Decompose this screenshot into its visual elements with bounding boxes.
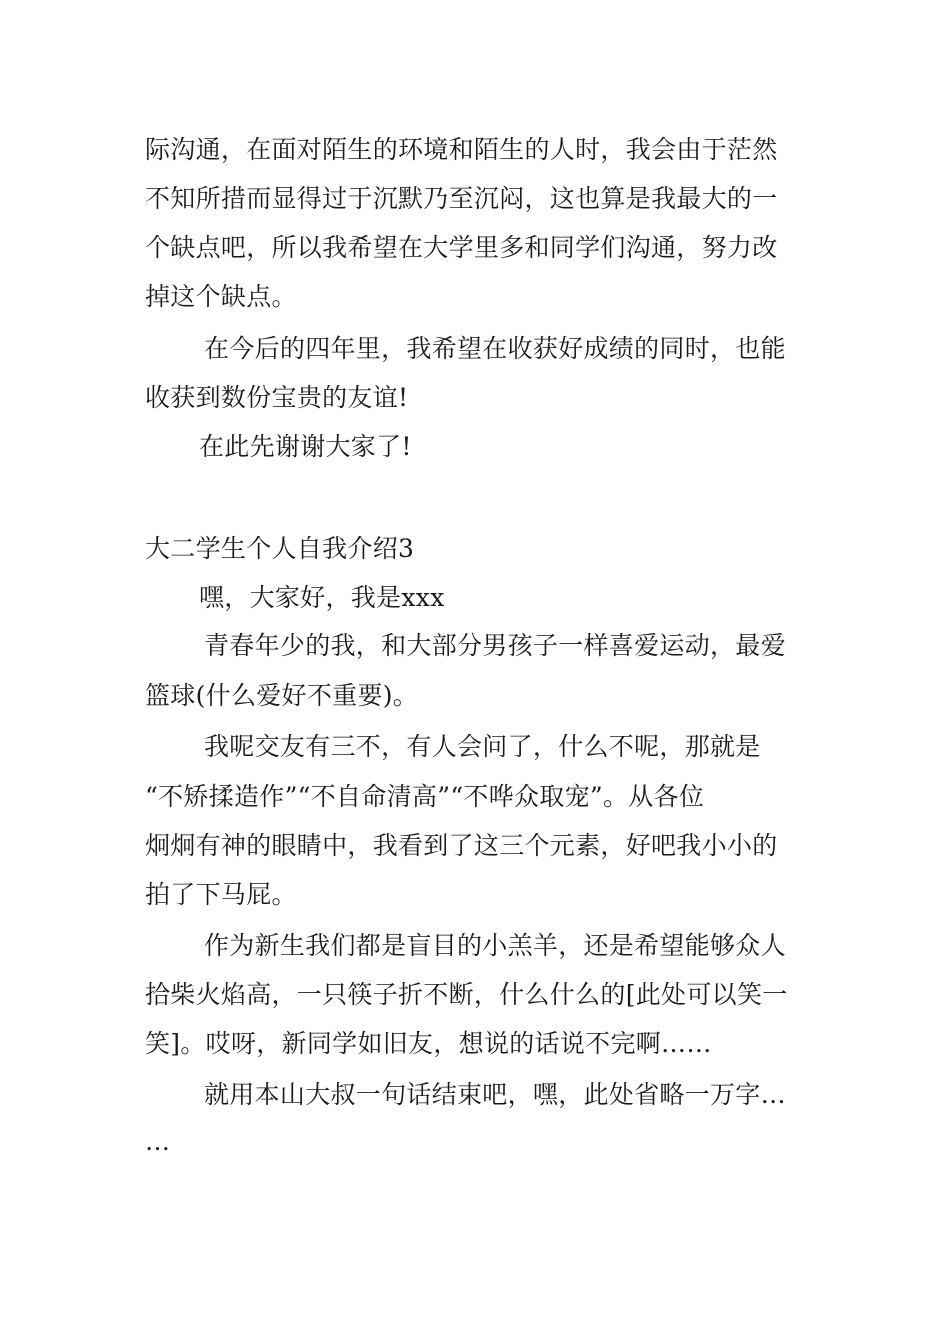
paragraph-line: 作为新生我们都是盲目的小羔羊，还是希望能够众人: [204, 931, 786, 960]
paragraph-line: 在此先谢谢大家了!: [199, 432, 412, 461]
paragraph-line: 拍了下马屁。: [145, 880, 297, 909]
paragraph-line: 不知所措而显得过于沉默乃至沉闷，这也算是我最大的一: [145, 184, 778, 213]
section-heading: 大二学生个人自我介绍3: [145, 534, 415, 563]
paragraph-line: 笑]。哎呀，新同学如旧友，想说的话说不完啊……: [145, 1029, 712, 1058]
paragraph-line: 炯炯有神的眼睛中，我看到了这三个元素，好吧我小小的: [145, 831, 778, 860]
paragraph-line: 收获到数份宝贵的友谊!: [145, 383, 409, 412]
paragraph-line: 际沟通，在面对陌生的环境和陌生的人时，我会由于茫然: [145, 135, 778, 164]
paragraph-line: 我呢交友有三不，有人会问了，什么不呢，那就是: [204, 732, 761, 761]
paragraph-line: 在今后的四年里，我希望在收获好成绩的同时，也能: [204, 334, 786, 363]
paragraph-line: 青春年少的我，和大部分男孩子一样喜爱运动，最爱: [204, 631, 786, 660]
paragraph-line: 个缺点吧，所以我希望在大学里多和同学们沟通，努力改: [145, 233, 778, 262]
paragraph-line: …: [145, 1127, 171, 1156]
paragraph-line: 掉这个缺点。: [145, 282, 297, 311]
paragraph-line: 篮球(什么爱好不重要)。: [145, 681, 419, 710]
paragraph-line: 就用本山大叔一句话结束吧，嘿，此处省略一万字…: [204, 1080, 786, 1109]
paragraph-line: 嘿，大家好，我是xxx: [199, 583, 445, 612]
paragraph-line: “不矫揉造作”“不自命清高”“不哗众取宠”。从各位: [145, 782, 705, 811]
paragraph-line: 拾柴火焰高，一只筷子折不断，什么什么的[此处可以笑一: [145, 980, 788, 1009]
